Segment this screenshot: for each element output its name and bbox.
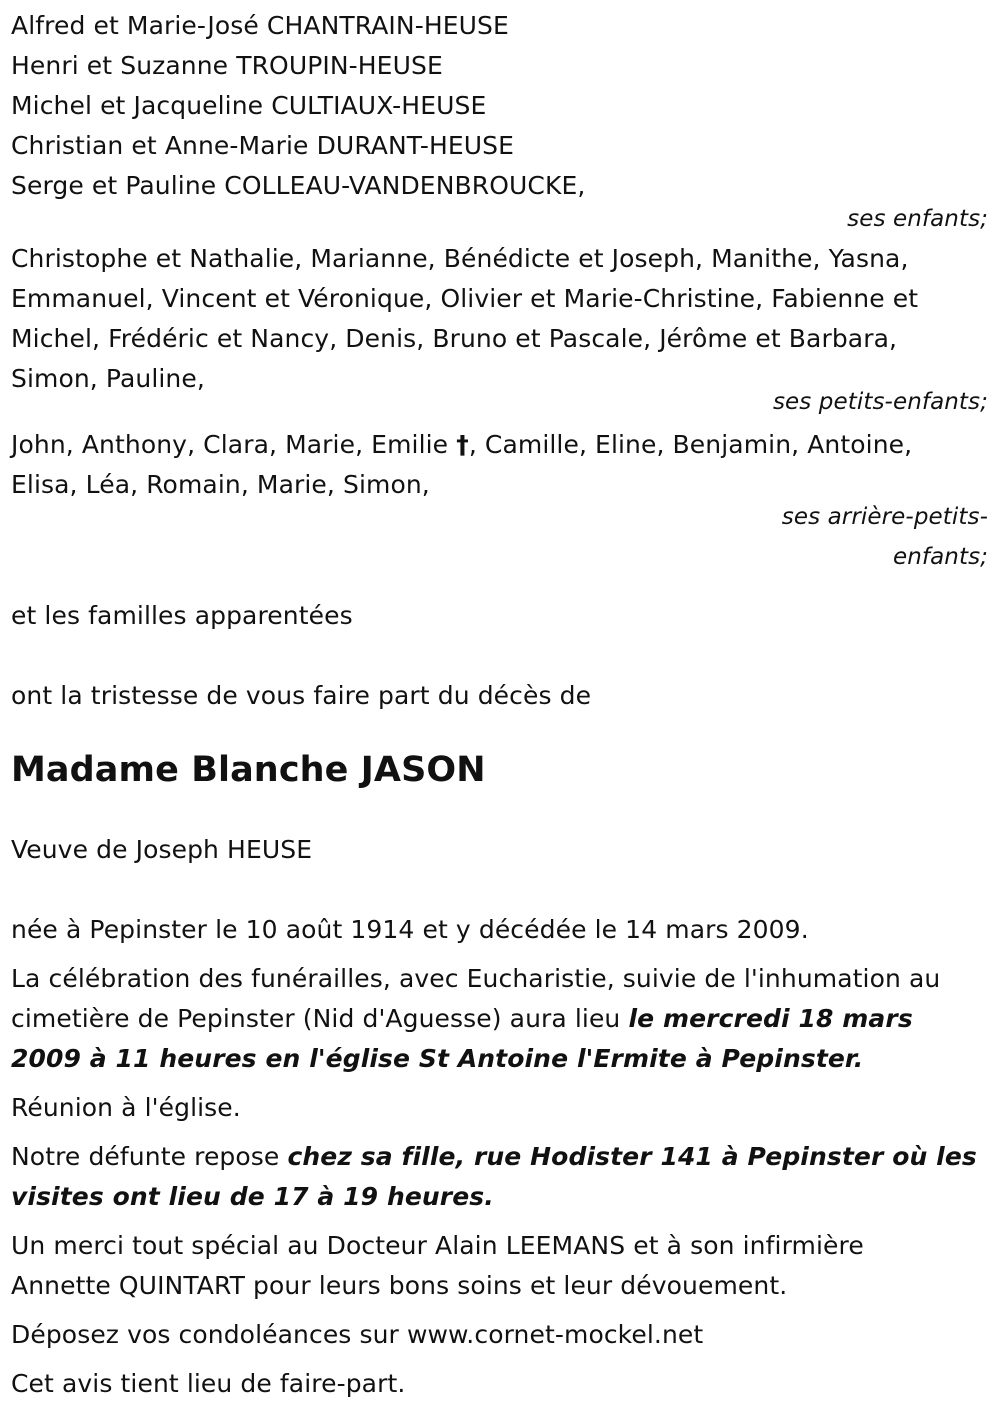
widow-of-text	[11, 830, 990, 870]
children-line: Alfred et Marie-José CHANTRAIN-HEUSE	[11, 11, 509, 40]
repose-line	[11, 1137, 990, 1177]
great-grandchildren-names-after: , Camille, Eline, Benjamin, Antoine,	[468, 430, 913, 459]
condolences-text	[11, 1315, 990, 1355]
announcement-line: ont la tristesse de vous faire part du décès de	[11, 681, 592, 710]
children-line: Michel et Jacqueline CULTIAUX-HEUSE	[11, 91, 487, 120]
great-grandchildren-role-label-cont: enfants;	[892, 544, 988, 570]
grandchildren-line: Michel, Frédéric et Nancy, Denis, Bruno et Pascale, Jérôme et Barbara,	[11, 324, 898, 353]
grandchildren-line: Simon, Pauline,	[11, 364, 205, 393]
cross-icon: †	[456, 430, 469, 459]
repose-line	[11, 1177, 990, 1217]
great-grandchildren-line	[11, 425, 990, 465]
grandchildren-line: Christophe et Nathalie, Marianne, Bénédicte et Joseph, Manithe, Yasna,	[11, 244, 909, 273]
funeral-line: La célébration des funérailles, avec Eucharistie, suivie de l'inhumation au	[11, 964, 941, 993]
notice-text	[11, 1364, 990, 1404]
thanks-paragraph	[11, 1226, 990, 1306]
funeral-date-highlight: le mercredi 18 mars	[628, 1004, 913, 1033]
reunion-line: Réunion à l'église.	[11, 1093, 241, 1122]
great-grandchildren-role-label: ses arrière-petits-	[781, 504, 988, 530]
thanks-line: Annette QUINTART pour leurs bons soins et leur dévouement.	[11, 1271, 788, 1300]
thanks-line: Un merci tout spécial au Docteur Alain LEEMANS et à son infirmière	[11, 1231, 864, 1260]
repose-paragraph	[11, 1137, 990, 1217]
families-line: et les familles apparentées	[11, 601, 353, 630]
repose-location-highlight: chez sa fille, rue Hodister 141 à Pepinster où les	[287, 1142, 977, 1171]
visiting-hours-highlight: visites ont lieu de 17 à 19 heures.	[11, 1182, 494, 1211]
deceased-name: Madame Blanche JASON	[11, 750, 486, 790]
notice-line: Cet avis tient lieu de faire-part.	[11, 1369, 406, 1398]
funeral-line	[11, 1039, 990, 1079]
children-line: Serge et Pauline COLLEAU-VANDENBROUCKE,	[11, 171, 586, 200]
birth-death-line: née à Pepinster le 10 août 1914 et y décédée le 14 mars 2009.	[11, 915, 809, 944]
great-grandchildren-names-before: John, Anthony, Clara, Marie, Emilie	[11, 430, 457, 459]
funeral-line	[11, 999, 990, 1039]
children-section	[11, 6, 990, 239]
reunion-text	[11, 1088, 990, 1128]
birth-death-text	[11, 910, 990, 950]
funeral-text: cimetière de Pepinster (Nid d'Aguesse) aura lieu	[11, 1004, 629, 1033]
condolences-line: Déposez vos condoléances sur www.cornet-mockel.net	[11, 1320, 704, 1349]
great-grandchildren-section	[11, 425, 990, 577]
great-grandchildren-line: Elisa, Léa, Romain, Marie, Simon,	[11, 470, 430, 499]
repose-text: Notre défunte repose	[11, 1142, 288, 1171]
announcement-text	[11, 676, 990, 716]
grandchildren-role-label: ses petits-enfants;	[772, 389, 988, 415]
grandchildren-line: Emmanuel, Vincent et Véronique, Olivier et Marie-Christine, Fabienne et	[11, 284, 919, 313]
funeral-time-place-highlight: 2009 à 11 heures en l'église St Antoine l'Ermite à Pepinster.	[11, 1044, 864, 1073]
widow-of-line: Veuve de Joseph HEUSE	[11, 835, 313, 864]
funeral-paragraph	[11, 959, 990, 1079]
families-text	[11, 596, 990, 636]
grandchildren-section	[11, 239, 990, 422]
children-role-label: ses enfants;	[847, 206, 988, 232]
children-line: Christian et Anne-Marie DURANT-HEUSE	[11, 131, 515, 160]
children-line: Henri et Suzanne TROUPIN-HEUSE	[11, 51, 443, 80]
